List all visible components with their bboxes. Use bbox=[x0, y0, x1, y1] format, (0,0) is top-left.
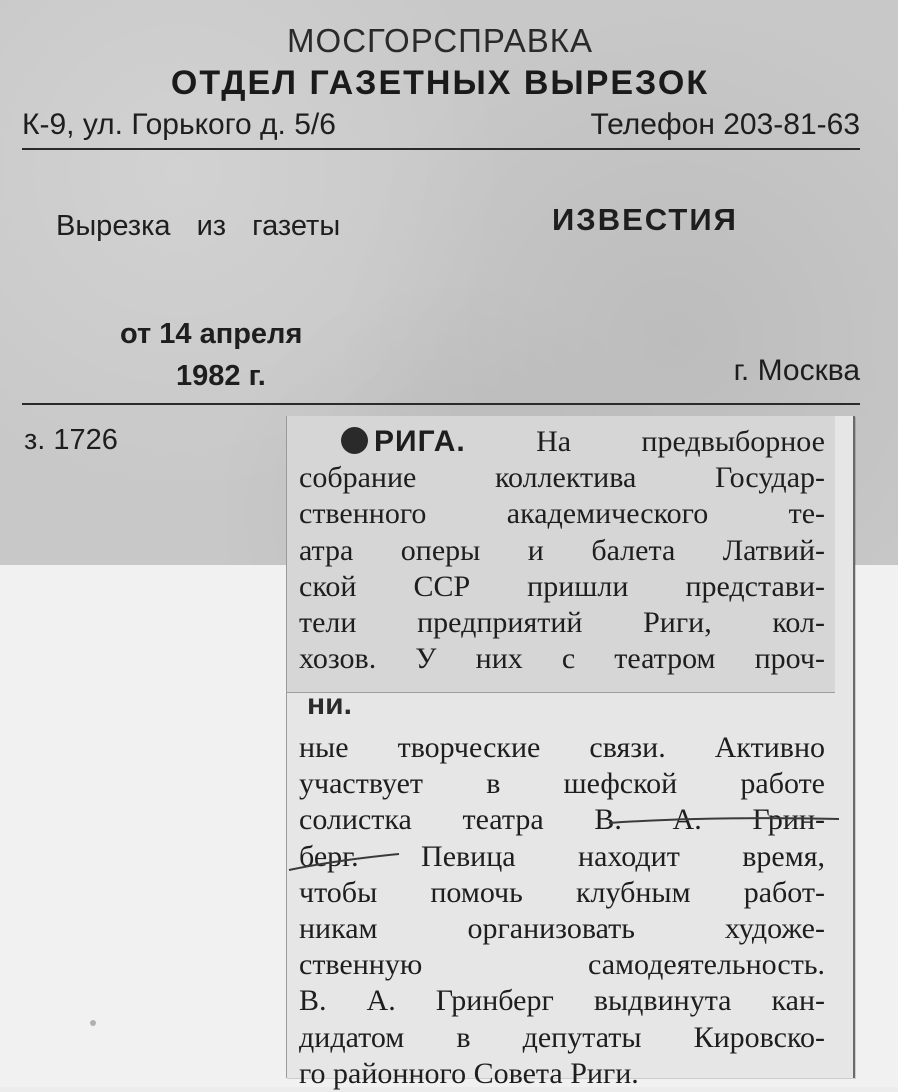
divider-line bbox=[22, 403, 860, 405]
address-row bbox=[22, 108, 860, 150]
article-line: атра оперы и балета Латвий- bbox=[299, 533, 825, 567]
cut-text-fragment: ни. bbox=[307, 688, 352, 721]
article-line: чтобы помочь клубным работ- bbox=[299, 875, 825, 909]
phone-number: Телефон 203-81-63 bbox=[590, 108, 860, 141]
article-line: ные творческие связи. Активно bbox=[299, 731, 825, 764]
department-title: ОТДЕЛ ГАЗЕТНЫХ ВЫРЕЗОК bbox=[170, 64, 710, 102]
article-line: ственную самодеятельность. bbox=[299, 948, 825, 982]
clipping-label: Вырезка из газеты bbox=[56, 210, 341, 242]
underline-stroke bbox=[289, 854, 399, 870]
newspaper-clipping bbox=[286, 416, 855, 1090]
address: К-9, ул. Горького д. 5/6 bbox=[22, 108, 336, 141]
article-line: участвует в шефской работе bbox=[299, 767, 825, 801]
organization-title: МОСГОРСПРАВКА bbox=[287, 22, 593, 59]
clipping-year: 1982 г. bbox=[176, 360, 266, 392]
article-line: ственного академического те- bbox=[299, 497, 825, 531]
newspaper-name: ИЗВЕСТИЯ bbox=[552, 202, 738, 237]
article-dateline: РИГА. bbox=[374, 425, 466, 458]
pen-underline-mark bbox=[287, 416, 853, 1078]
article-line: никам организовать художе- bbox=[299, 912, 825, 946]
city: г. Москва bbox=[733, 354, 860, 387]
underline-stroke bbox=[609, 818, 839, 823]
article-line-text: На предвыборное bbox=[465, 425, 825, 458]
article-line: В. А. Гринберг выдвинута кан- bbox=[299, 984, 825, 1018]
article-line: дидатом в депутаты Кировско- bbox=[299, 1020, 825, 1054]
clipping-date: от 14 апреля bbox=[120, 318, 303, 350]
article-line: ской ССР пришли представи- bbox=[299, 569, 825, 603]
article-line: го районного Совета Риги. bbox=[299, 1056, 639, 1090]
order-number: з. 1726 bbox=[24, 424, 118, 456]
article-line: хозов. У них с театром проч- bbox=[299, 642, 825, 676]
article-line: собрание коллектива Государ- bbox=[299, 461, 825, 495]
article-line: берг. Певица находит время, bbox=[299, 839, 825, 873]
article-line: тели предприятий Риги, кол- bbox=[299, 606, 825, 640]
article-line: солистка театра В. А. Грин- bbox=[299, 803, 825, 837]
paper-smudge bbox=[90, 1020, 96, 1026]
